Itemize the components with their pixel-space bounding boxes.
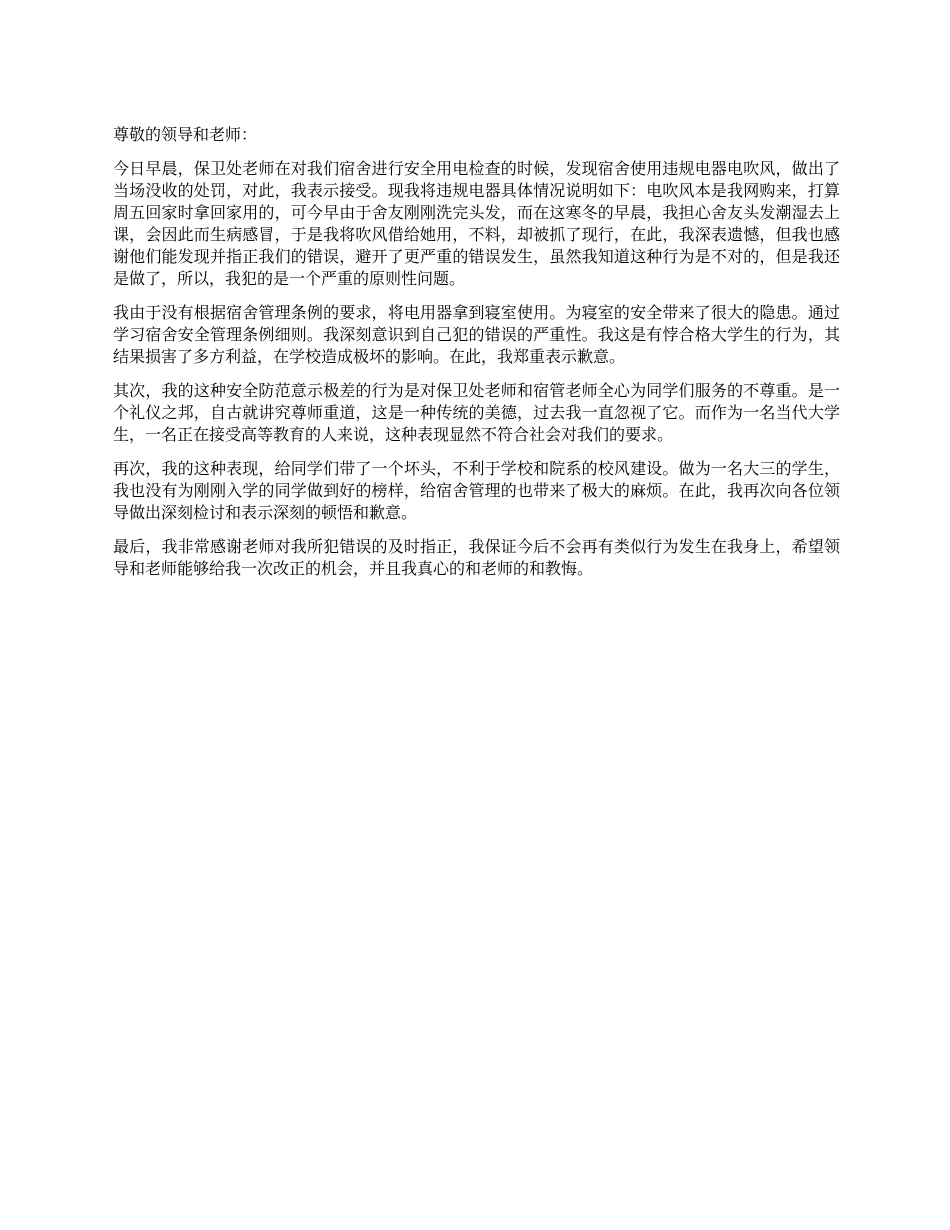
document-page [113,124,840,592]
paragraph-2: 我由于没有根据宿舍管理条例的要求，将电用器拿到寝室使用。为寝室的安全带来了很大的隐患。通过学习宿舍安全管理条例细则。我深刻意识到自己犯的错误的严重性。我这是有悖合格大学生的行为，其结果损害了多方利益，在学校造成极坏的影响。在此，我郑重表示歉意。 [113,303,840,366]
paragraph-5: 最后，我非常感谢老师对我所犯错误的及时指正，我保证今后不会再有类似行为发生在我身上，希望领导和老师能够给我一次改正的机会，并且我真心的和老师的和教悔。 [113,537,840,578]
salutation: 尊敬的领导和老师： [113,125,258,144]
paragraph-1: 今日早晨，保卫处老师在对我们宿舍进行安全用电检查的时候，发现宿舍使用违规电器电吹风，做出了当场没收的处罚，对此，我表示接受。现我将违规电器具体情况说明如下：电吹风本是我网购来，打算周五回家时拿回家用的，可今早由于舍友刚刚洗完头发，而在这寒冬的早晨，我担心舍友头发潮湿去上课，会因此而生病感冒，于是我将吹风借给她用，不料，却被抓了现行，在此，我深表遗憾，但我也感谢他们能发现并指正我们的错误，避开了更严重的错误发生，虽然我知道这种行为是不对的，但是我还是做了，所以，我犯的是一个严重的原则性问题。 [113,159,840,288]
paragraph-3: 其次，我的这种安全防范意示极差的行为是对保卫处老师和宿管老师全心为同学们服务的不尊重。是一个礼仪之邦，自古就讲究尊师重道，这是一种传统的美德，过去我一直忽视了它。而作为一名当代大学生，一名正在接受高等教育的人来说，这种表现显然不符合社会对我们的要求。 [113,381,840,444]
paragraph-4: 再次，我的这种表现，给同学们带了一个坏头，不利于学校和院系的校风建设。做为一名大三的学生，我也没有为刚刚入学的同学做到好的榜样，给宿舍管理的也带来了极大的麻烦。在此，我再次向各位领导做出深刻检讨和表示深刻的顿悟和歉意。 [113,459,840,522]
